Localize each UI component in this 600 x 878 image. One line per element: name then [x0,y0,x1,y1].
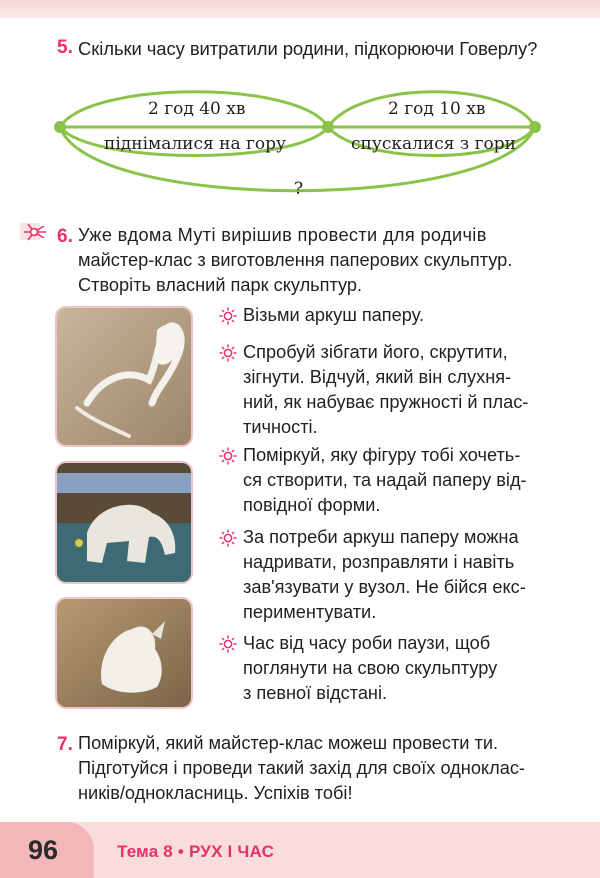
point-end [529,121,541,133]
topic-prefix: Тема 8 [117,842,173,861]
task-5-question: Скільки часу витратили родини, підкорюючи Говерлу? [78,38,538,59]
task-7-number: 7. [57,734,73,755]
bullet-4: За потреби аркуш паперу можна надривати, розправляти і навіть зав'язувати у вузол. Не бійся екс- периментувати. [243,527,526,622]
paper-craft-icon [20,220,48,244]
task-6-number: 6. [57,226,73,247]
sculpture-photo-2 [55,461,193,584]
page-number: 96 [28,835,59,865]
point-middle [322,121,334,133]
bullet-5: Час від часу роби паузи, щоб поглянути на свою скульптуру з певної відстані. [243,633,498,703]
task-6-text: Уже вдома Муті вирішив провести для родичів майстер-клас з виготовлення паперових скульптур. Створіть власний парк скульптур. [78,225,513,295]
sculpture-photo-3 [55,597,193,709]
task-7-text: Поміркуй, який майстер-клас можеш провести ти. Підготуйся і проведи такий захід для своїх одноклас- ників/однокласниць. Успіхів тобі! [78,733,525,803]
label-down-time: 2 год 10 хв [388,99,486,119]
label-question: ? [294,179,304,199]
point-start [54,121,66,133]
label-down-text: спускалися з гори [351,134,516,154]
topic-separator: • [177,842,185,861]
bullet-2: Спробуй зібгати його, скрутити, зігнути. Відчуй, який він слухня- ний, як набуває пружності й плас- тичності. [243,342,529,437]
label-up-time: 2 год 40 хв [148,99,246,119]
topic-title: РУХ І ЧАС [188,842,275,861]
topic-label [117,842,274,862]
sculpture-photo-1 [55,306,193,447]
bullet-1: Візьми аркуш паперу. [243,305,424,325]
label-up-text: піднімалися на гору [104,134,287,154]
bullet-3: Поміркуй, яку фігуру тобі хочеть- ся створити, та надай паперу від- повідної форми. [243,445,527,515]
task-5-number: 5. [57,37,73,58]
